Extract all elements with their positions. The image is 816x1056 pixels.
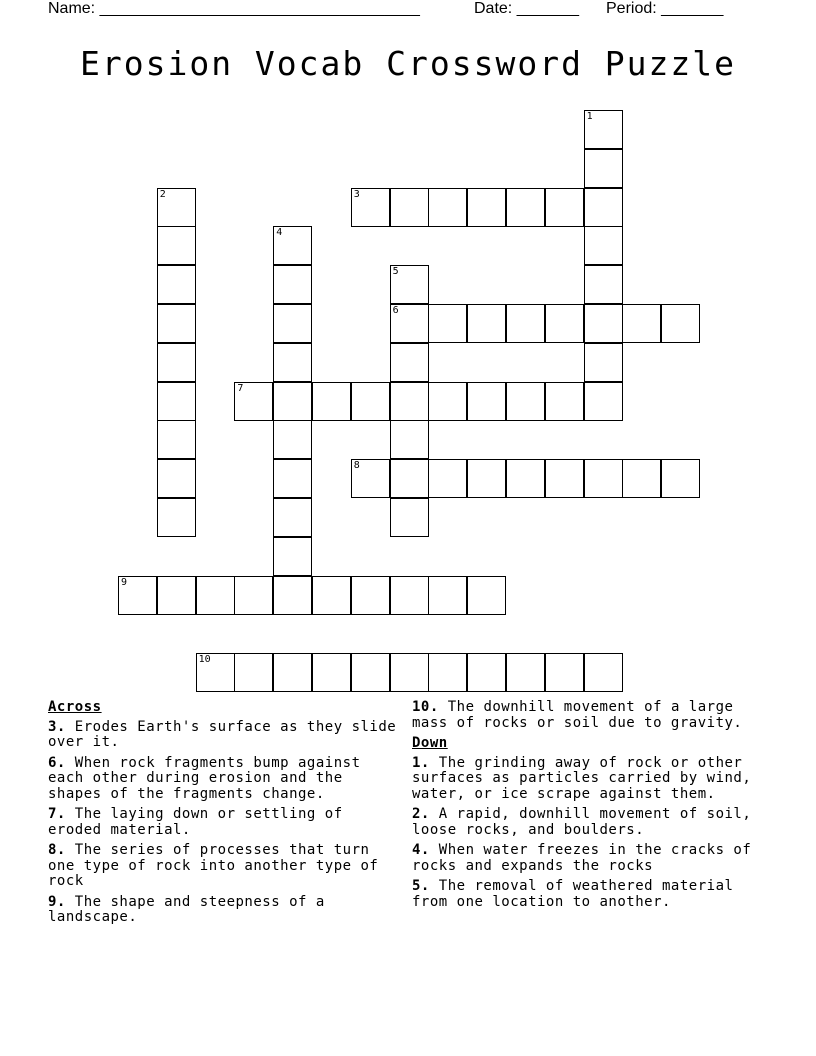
crossword-cell[interactable] (273, 537, 312, 576)
crossword-cell[interactable] (584, 149, 623, 188)
date-field[interactable]: Date: _______ (474, 0, 579, 17)
crossword-cell[interactable] (157, 498, 196, 537)
crossword-cell[interactable] (428, 653, 467, 692)
crossword-cell[interactable] (273, 498, 312, 537)
page-title: Erosion Vocab Crossword Puzzle (79, 44, 737, 83)
clue-number: 1. (412, 754, 430, 771)
period-field[interactable]: Period: _______ (606, 0, 724, 17)
crossword-cell[interactable] (584, 188, 623, 227)
crossword-cell[interactable] (273, 265, 312, 304)
crossword-cell[interactable] (506, 304, 545, 343)
clue-number: 3. (48, 718, 66, 735)
crossword-cell[interactable] (622, 304, 661, 343)
clue-number: 7. (48, 806, 66, 822)
crossword-cell[interactable] (273, 226, 312, 265)
clue-text: The shape and steepness of a landscape. (48, 893, 325, 925)
crossword-cell[interactable] (157, 304, 196, 343)
cell-number: 5 (392, 266, 399, 278)
crossword-cell[interactable] (351, 576, 390, 615)
down-clue-list (412, 756, 772, 911)
crossword-cell[interactable] (390, 265, 429, 304)
down-heading: Down (412, 735, 448, 751)
crossword-cell[interactable] (157, 343, 196, 382)
cell-number: 7 (237, 382, 244, 394)
crossword-cell[interactable] (118, 576, 157, 615)
clue-item (412, 700, 772, 731)
crossword-cell[interactable] (661, 459, 700, 498)
crossword-cell[interactable] (157, 265, 196, 304)
crossword-cell[interactable] (390, 304, 429, 343)
clue-text: Erodes Earth's surface as they slide over it. (48, 718, 397, 750)
crossword-cell[interactable] (157, 188, 196, 227)
clue-number: 2. (412, 806, 430, 822)
crossword-cell[interactable] (428, 188, 467, 227)
clue-text: When water freezes in the cracks of rocks and expands the rocks (412, 842, 752, 874)
clue-item (412, 756, 772, 803)
crossword-cell[interactable] (428, 459, 467, 498)
crossword-cell[interactable] (312, 653, 351, 692)
crossword-cell[interactable] (273, 576, 312, 615)
across-clue-list (48, 720, 404, 926)
clue-item (412, 879, 772, 910)
clue-item (412, 843, 772, 874)
crossword-cell[interactable] (545, 653, 584, 692)
clue-number: 5. (412, 878, 430, 894)
clue-item (48, 756, 404, 803)
clue-text: The series of processes that turn one type of rock into another type of rock (48, 842, 379, 889)
cell-number: 3 (353, 188, 360, 200)
crossword-cell[interactable] (467, 188, 506, 227)
crossword-cell[interactable] (390, 653, 429, 692)
crossword-cell[interactable] (390, 343, 429, 382)
crossword-cell[interactable] (545, 304, 584, 343)
crossword-cell[interactable] (467, 304, 506, 343)
clue-text: A rapid, downhill movement of soil, loose rocks, and boulders. (412, 806, 752, 838)
crossword-cell[interactable] (273, 304, 312, 343)
crossword-cell[interactable] (467, 576, 506, 615)
crossword-cell[interactable] (157, 459, 196, 498)
crossword-cell[interactable] (584, 459, 623, 498)
clue-text: The grinding away of rock or other surfaces as particles carried by wind, water, or ice scrape against them. (412, 754, 752, 802)
clues-column-left (48, 700, 404, 931)
crossword-cell[interactable] (390, 459, 429, 498)
crossword-cell[interactable] (234, 576, 273, 615)
crossword-cell[interactable] (390, 188, 429, 227)
crossword-cell[interactable] (234, 382, 273, 421)
crossword-cell[interactable] (273, 653, 312, 692)
crossword-cell[interactable] (273, 382, 312, 421)
clue-number: 9. (48, 893, 66, 910)
crossword-cell[interactable] (157, 420, 196, 459)
clue-item (48, 895, 404, 926)
clue-text: The downhill movement of a large mass of rocks or soil due to gravity. (412, 699, 743, 731)
crossword-cell[interactable] (584, 343, 623, 382)
crossword-cell[interactable] (157, 226, 196, 265)
crossword-cell[interactable] (428, 304, 467, 343)
clue-item (48, 720, 404, 751)
clue-item (48, 843, 404, 890)
crossword-cell[interactable] (273, 420, 312, 459)
crossword-cell[interactable] (661, 304, 700, 343)
cell-number: 10 (198, 654, 211, 666)
crossword-cell[interactable] (428, 576, 467, 615)
crossword-cell[interactable] (584, 653, 623, 692)
cell-number: 8 (353, 460, 360, 472)
across-heading: Across (48, 699, 102, 715)
crossword-cell[interactable] (312, 576, 351, 615)
crossword-cell[interactable] (157, 576, 196, 615)
crossword-cell[interactable] (428, 382, 467, 421)
across-clue-list-continued (412, 700, 772, 731)
crossword-cell[interactable] (390, 498, 429, 537)
crossword-cell[interactable] (545, 188, 584, 227)
crossword-cell[interactable] (273, 343, 312, 382)
clue-number: 6. (48, 754, 66, 771)
crossword-cell[interactable] (506, 459, 545, 498)
crossword-cell[interactable] (390, 382, 429, 421)
crossword-cell[interactable] (506, 188, 545, 227)
crossword-cell[interactable] (234, 653, 273, 692)
crossword-cell[interactable] (545, 459, 584, 498)
clue-text: When rock fragments bump against each other during erosion and the shapes of the fragments change. (48, 754, 361, 802)
clue-item (412, 807, 772, 838)
clue-text: The laying down or settling of eroded material. (48, 806, 343, 838)
cell-number: 2 (159, 188, 166, 200)
crossword-cell[interactable] (584, 265, 623, 304)
crossword-cell[interactable] (467, 459, 506, 498)
clue-number: 4. (412, 842, 430, 858)
crossword-cell[interactable] (545, 382, 584, 421)
crossword-cell[interactable] (584, 382, 623, 421)
clue-text: The removal of weathered material from one location to another. (412, 878, 734, 910)
crossword-cell[interactable] (467, 382, 506, 421)
crossword-cell[interactable] (312, 382, 351, 421)
crossword-cell[interactable] (196, 576, 235, 615)
crossword-cell[interactable] (157, 382, 196, 421)
clue-number: 10. (412, 699, 439, 715)
cell-number: 4 (276, 227, 283, 239)
clue-item (48, 807, 404, 838)
crossword-cell[interactable] (351, 382, 390, 421)
crossword-cell[interactable] (196, 653, 235, 692)
crossword-cell[interactable] (467, 653, 506, 692)
cell-number: 1 (586, 111, 593, 122)
crossword-cell[interactable] (506, 653, 545, 692)
crossword-cell[interactable] (273, 459, 312, 498)
cell-number: 9 (121, 576, 128, 588)
crossword-cell[interactable] (506, 382, 545, 421)
crossword-cell[interactable] (390, 576, 429, 615)
crossword-cell[interactable] (351, 188, 390, 227)
crossword-cell[interactable] (584, 304, 623, 343)
crossword-cell[interactable] (390, 420, 429, 459)
clue-number: 8. (48, 842, 66, 858)
crossword-cell[interactable] (351, 459, 390, 498)
name-field[interactable]: Name: ____________________________________ (48, 0, 420, 17)
crossword-cell[interactable] (622, 459, 661, 498)
cell-number: 6 (392, 305, 399, 316)
crossword-cell[interactable] (584, 226, 623, 265)
crossword-cell[interactable] (351, 653, 390, 692)
crossword-cell[interactable] (584, 110, 623, 149)
clues-column-right (412, 700, 772, 915)
